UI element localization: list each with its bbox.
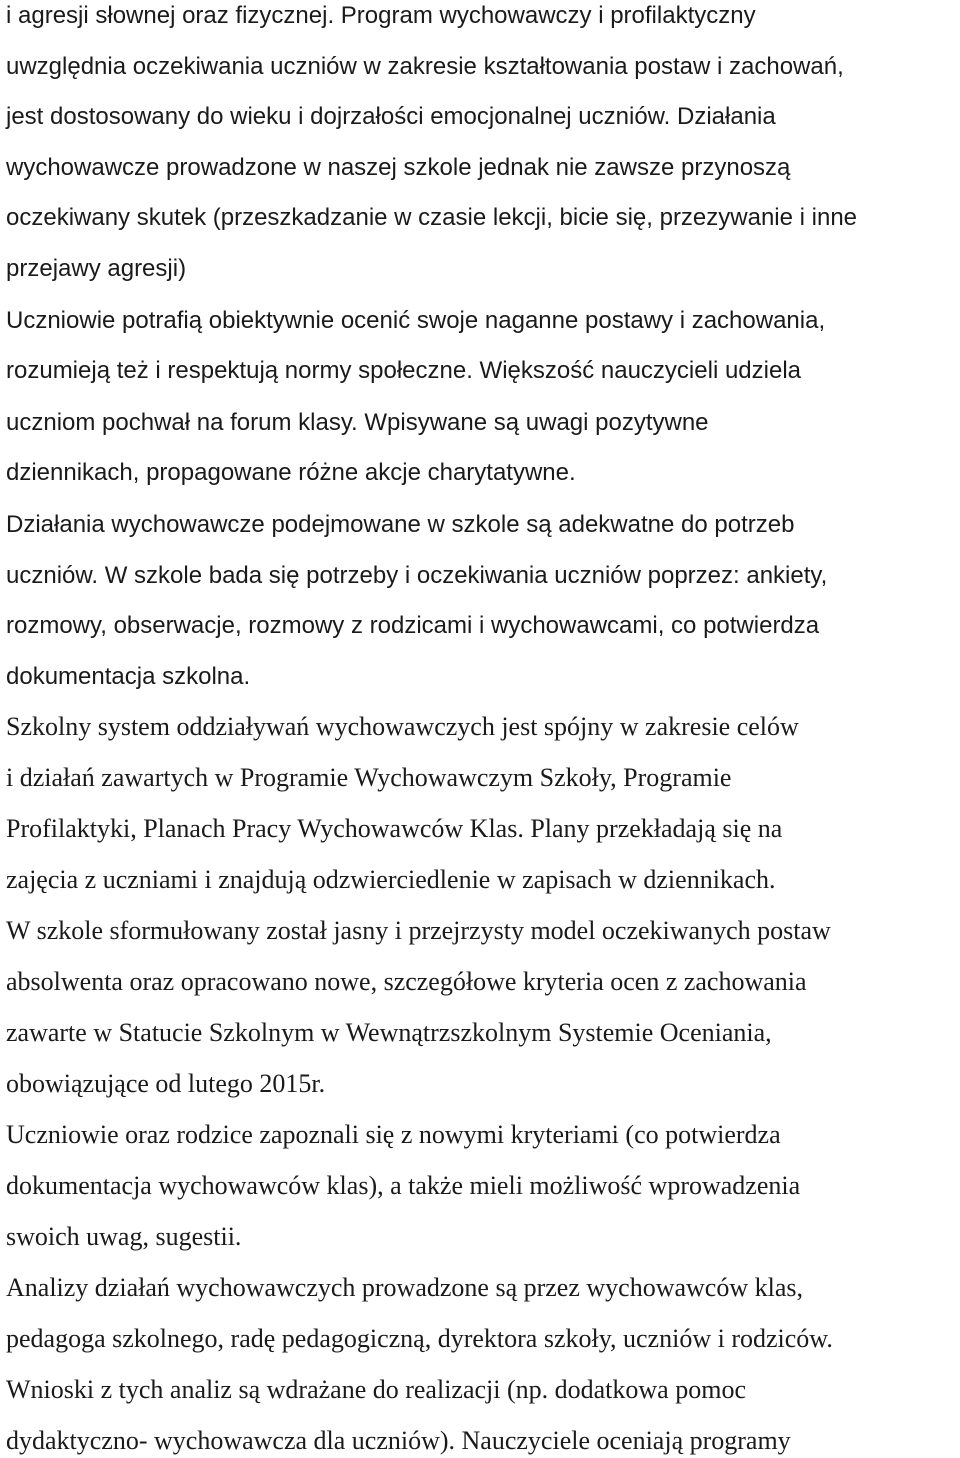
text-line: rozmowy, obserwacje, rozmowy z rodzicami i wychowawcami, co potwierdza [6,612,820,639]
text-line: dziennikach, propagowane różne akcje charytatywne. [6,459,576,486]
text-line: przejawy agresji) [6,255,187,282]
text-line: dokumentacja wychowawców klas), a także mieli możliwość wprowadzenia [6,1171,801,1200]
text-line: Uczniowie potrafią obiektywnie ocenić swoje naganne postawy i zachowania, [6,307,826,334]
text-line: swoich uwag, sugestii. [6,1222,242,1251]
text-line: Wnioski z tych analiz są wdrażane do realizacji (np. dodatkowa pomoc [6,1375,746,1404]
text-line: wychowawcze prowadzone w naszej szkole jednak nie zawsze przynoszą [6,154,791,181]
text-line: obowiązujące od lutego 2015r. [6,1069,326,1098]
text-line: absolwenta oraz opracowano nowe, szczegółowe kryteria ocen z zachowania [6,967,807,996]
text-line: i działań zawartych w Programie Wychowawczym Szkoły, Programie [6,763,732,792]
text-line: Uczniowie oraz rodzice zapoznali się z nowymi kryteriami (co potwierdza [6,1120,781,1149]
text-line: zawarte w Statucie Szkolnym w Wewnątrzszkolnym Systemie Oceniania, [6,1018,772,1047]
text-line: zajęcia z uczniami i znajdują odzwierciedlenie w zapisach w dziennikach. [6,865,776,894]
text-line: Szkolny system oddziaływań wychowawczych jest spójny w zakresie celów [6,712,799,741]
text-line: W szkole sformułowany został jasny i przejrzysty model oczekiwanych postaw [6,916,831,945]
text-line: dokumentacja szkolna. [6,663,251,690]
text-line: Profilaktyki, Planach Pracy Wychowawców Klas. Plany przekładają się na [6,814,783,843]
text-line: Analizy działań wychowawczych prowadzone są przez wychowawców klas, [6,1273,803,1302]
text-line: Działania wychowawcze podejmowane w szkole są adekwatne do potrzeb [6,511,795,538]
text-line: oczekiwany skutek (przeszkadzanie w czasie lekcji, bicie się, przezywanie i inne [6,204,858,231]
text-line: dydaktyczno- wychowawcza dla uczniów). Nauczyciele oceniają programy [6,1426,791,1455]
text-line: rozumieją też i respektują normy społeczne. Większość nauczycieli udziela [6,357,801,384]
text-line: i agresji słownej oraz fizycznej. Program wychowawczy i profilaktyczny [6,2,756,29]
text-line: pedagoga szkolnego, radę pedagogiczną, dyrektora szkoły, uczniów i rodziców. [6,1324,833,1353]
text-line: jest dostosowany do wieku i dojrzałości emocjonalnej uczniów. Działania [6,103,776,130]
text-line: uczniów. W szkole bada się potrzeby i oczekiwania uczniów poprzez: ankiety, [6,562,828,589]
text-line: uczniom pochwał na forum klasy. Wpisywane są uwagi pozytywne [6,409,709,436]
text-line: uwzględnia oczekiwania uczniów w zakresie kształtowania postaw i zachowań, [6,53,844,80]
